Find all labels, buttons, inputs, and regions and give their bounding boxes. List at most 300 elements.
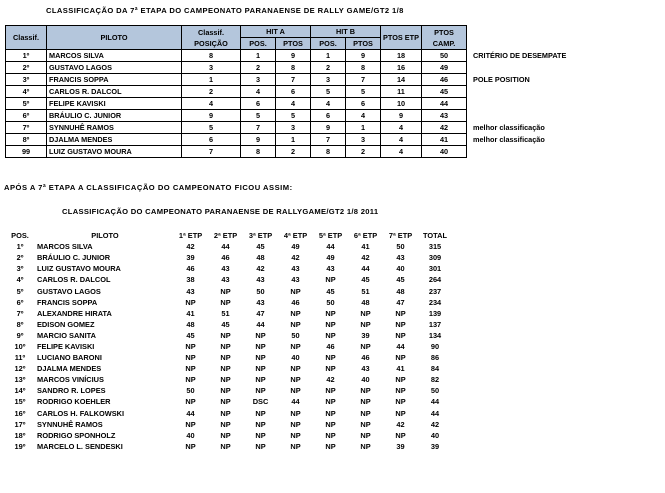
etp-1-cell: 42 (186, 242, 195, 252)
hit-a-ptos-cell: 1 (276, 134, 311, 146)
hit-b-pos-cell: 9 (311, 122, 346, 134)
ptos-etp-cell: 4 (381, 146, 422, 158)
piloto-cell: MARCOS VINÍCIUS (37, 375, 104, 385)
etp-5-cell: NP (325, 364, 336, 374)
etp-6-cell: NP (360, 419, 371, 429)
stage-row (6, 86, 656, 98)
etp-5-cell: 43 (326, 264, 335, 274)
ptos-etp-cell: 4 (381, 122, 422, 134)
classif-cell: 4º (6, 86, 47, 98)
col-total: TOTAL (423, 231, 447, 241)
total-cell: 315 (428, 242, 442, 252)
standing-row (5, 352, 452, 363)
ptos-etp-cell: 10 (381, 98, 422, 110)
etp-3-cell: NP (255, 364, 266, 374)
pos-cell: 4º (16, 275, 24, 285)
etp-6-cell: 45 (361, 275, 370, 285)
etp-5-cell: 49 (326, 253, 335, 263)
etp-7-cell: 47 (396, 297, 405, 307)
etp-5-cell: 44 (326, 242, 335, 252)
etp-2-cell: NP (220, 419, 231, 429)
etp-5-cell: NP (325, 308, 336, 318)
piloto-cell: DJALMA MENDES (47, 134, 182, 146)
etp-3-cell: 50 (256, 286, 265, 296)
etp-2-cell: 46 (221, 253, 230, 263)
etp-7-cell: 45 (396, 275, 405, 285)
hit-a-pos-cell: 2 (241, 62, 276, 74)
stage-row (6, 146, 656, 158)
etp-1-cell: 43 (186, 286, 195, 296)
total-cell: 40 (430, 430, 440, 440)
standing-row (5, 419, 452, 430)
etp-1-cell: NP (185, 397, 196, 407)
standing-row (5, 252, 452, 263)
etp-6-cell: 40 (361, 375, 370, 385)
total-cell: 44 (430, 397, 440, 407)
col-etp-7: 7ª ETP (388, 231, 413, 241)
etp-2-cell: NP (220, 364, 231, 374)
note-cell: melhor classificação (467, 122, 656, 134)
standing-row (5, 385, 452, 396)
hit-a-pos-cell: 3 (241, 74, 276, 86)
standing-row (5, 408, 452, 419)
hit-a-pos-cell: 1 (241, 50, 276, 62)
pos-cell: 16º (14, 408, 26, 418)
note-cell (467, 98, 656, 110)
note-cell (467, 146, 656, 158)
ptos-etp-cell: 16 (381, 62, 422, 74)
etp-6-cell: NP (360, 441, 371, 451)
piloto-cell: EDISON GOMEZ (37, 319, 95, 329)
hit-a-pos-cell: 4 (241, 86, 276, 98)
hit-a-ptos-cell: 4 (276, 98, 311, 110)
etp-1-cell: NP (185, 297, 196, 307)
pos-cell: 1º (16, 242, 24, 252)
etp-1-cell: NP (185, 441, 196, 451)
standing-row (5, 363, 452, 374)
hit-a-ptos-cell: 7 (276, 74, 311, 86)
stage-row (6, 62, 656, 74)
piloto-cell: RODRIGO SPONHOLZ (37, 430, 116, 440)
pos-cell: 3º (16, 264, 24, 274)
hit-b-ptos-cell: 5 (346, 86, 381, 98)
etp-4-cell: NP (290, 408, 301, 418)
total-cell: 301 (428, 264, 442, 274)
hit-b-ptos-cell: 4 (346, 110, 381, 122)
piloto-cell: BRÁULIO C. JUNIOR (37, 253, 111, 263)
piloto-cell: FRANCIS SOPPA (37, 297, 98, 307)
pos-cell: 18º (14, 430, 26, 440)
classif-cell: 3º (6, 74, 47, 86)
total-cell: 42 (430, 419, 440, 429)
etp-7-cell: 42 (396, 419, 405, 429)
championship-table (5, 230, 452, 452)
pos-cell: 14º (14, 386, 26, 396)
etp-3-cell: NP (255, 408, 266, 418)
ptos-etp-cell: 14 (381, 74, 422, 86)
after-stage-text: APÓS A 7ª ETAPA A CLASSIFICAÇÃO DO CAMPEONATO FICOU ASSIM: (4, 183, 293, 192)
posicao-cell: 9 (182, 110, 241, 122)
hit-b-pos-cell: 2 (311, 62, 346, 74)
ptos-etp-cell: 18 (381, 50, 422, 62)
etp-2-cell: NP (220, 297, 231, 307)
piloto-cell: LUCIANO BARONI (37, 353, 102, 363)
etp-3-cell: 42 (256, 264, 265, 274)
etp-6-cell: 44 (361, 264, 370, 274)
etp-1-cell: 39 (186, 253, 195, 263)
col-etp-3: 3ª ETP (248, 231, 273, 241)
etp-3-cell: 43 (256, 275, 265, 285)
total-cell: 86 (430, 353, 440, 363)
etp-3-cell: NP (255, 330, 266, 340)
etp-4-cell: NP (290, 375, 301, 385)
hit-b-pos-cell: 4 (311, 98, 346, 110)
etp-5-cell: NP (325, 408, 336, 418)
etp-1-cell: 40 (186, 430, 195, 440)
etp-2-cell: NP (220, 341, 231, 351)
pos-cell: 2º (16, 253, 24, 263)
etp-7-cell: 41 (396, 364, 405, 374)
total-cell: 234 (428, 297, 442, 307)
ptos-camp-cell: 44 (422, 98, 467, 110)
col-hit-b: HIT B (311, 26, 381, 38)
etp-3-cell: NP (255, 419, 266, 429)
stage-row (6, 74, 656, 86)
hit-a-ptos-cell: 8 (276, 62, 311, 74)
etp-2-cell: NP (220, 397, 231, 407)
etp-4-cell: NP (290, 419, 301, 429)
etp-2-cell: 44 (221, 242, 230, 252)
etp-4-cell: 40 (291, 353, 300, 363)
etp-7-cell: NP (395, 397, 406, 407)
etp-2-cell: NP (220, 286, 231, 296)
col-hit-a-ptos: PTOS (276, 38, 311, 50)
col-etp-6: 6ª ETP (353, 231, 378, 241)
etp-7-cell: NP (395, 430, 406, 440)
etp-7-cell: NP (395, 386, 406, 396)
etp-6-cell: NP (360, 308, 371, 318)
standing-row (5, 263, 452, 274)
piloto-cell: FELIPE KAVISKI (47, 98, 182, 110)
etp-1-cell: 45 (186, 330, 195, 340)
etp-5-cell: 46 (326, 341, 335, 351)
ptos-camp-cell: 43 (422, 110, 467, 122)
piloto-cell: FRANCIS SOPPA (47, 74, 182, 86)
col-hit-a: HIT A (241, 26, 311, 38)
etp-2-cell: 43 (221, 264, 230, 274)
etp-3-cell: NP (255, 386, 266, 396)
hit-a-pos-cell: 8 (241, 146, 276, 158)
championship-title: CLASSIFICAÇÃO DO CAMPEONATO PARANAENSE DE RALLYGAME/GT2 1/8 2011 (62, 207, 379, 216)
etp-2-cell: 51 (221, 308, 230, 318)
etp-3-cell: NP (255, 353, 266, 363)
col-etp-5: 5ª ETP (318, 231, 343, 241)
standing-row (5, 285, 452, 296)
pos-cell: 19º (14, 441, 26, 451)
etp-4-cell: 43 (291, 275, 300, 285)
ptos-camp-cell: 42 (422, 122, 467, 134)
classif-cell: 6º (6, 110, 47, 122)
etp-4-cell: NP (290, 364, 301, 374)
etp-3-cell: NP (255, 430, 266, 440)
standing-row (5, 241, 452, 252)
etp-3-cell: 43 (256, 297, 265, 307)
hit-a-ptos-cell: 5 (276, 110, 311, 122)
ptos-etp-cell: 9 (381, 110, 422, 122)
total-cell: 139 (428, 308, 442, 318)
etp-6-cell: 46 (361, 353, 370, 363)
etp-5-cell: NP (325, 275, 336, 285)
piloto-cell: CARLOS R. DALCOL (37, 275, 111, 285)
etp-1-cell: 44 (186, 408, 195, 418)
etp-4-cell: 46 (291, 297, 300, 307)
hit-b-ptos-cell: 2 (346, 146, 381, 158)
hit-a-ptos-cell: 6 (276, 86, 311, 98)
etp-4-cell: 44 (291, 397, 300, 407)
piloto-cell: SYNNUHÊ RAMOS (37, 419, 103, 429)
hit-a-ptos-cell: 3 (276, 122, 311, 134)
etp-4-cell: NP (290, 308, 301, 318)
etp-1-cell: NP (185, 353, 196, 363)
col-piloto: PILOTO (91, 231, 119, 241)
hit-b-pos-cell: 5 (311, 86, 346, 98)
piloto-cell: SANDRO R. LOPES (37, 386, 106, 396)
piloto-cell: LUIZ GUSTAVO MOURA (47, 146, 182, 158)
piloto-cell: GUSTAVO LAGOS (37, 286, 101, 296)
etp-6-cell: NP (360, 430, 371, 440)
etp-5-cell: NP (325, 397, 336, 407)
total-cell: 237 (428, 286, 442, 296)
total-cell: 264 (428, 275, 442, 285)
etp-4-cell: NP (290, 386, 301, 396)
etp-7-cell: NP (395, 308, 406, 318)
piloto-cell: BRÁULIO C. JUNIOR (47, 110, 182, 122)
etp-5-cell: 50 (326, 297, 335, 307)
piloto-cell: ALEXANDRE HIRATA (37, 308, 112, 318)
etp-2-cell: NP (220, 408, 231, 418)
posicao-cell: 8 (182, 50, 241, 62)
etp-6-cell: 41 (361, 242, 370, 252)
etp-4-cell: NP (290, 430, 301, 440)
etp-1-cell: 50 (186, 386, 195, 396)
etp-5-cell: NP (325, 386, 336, 396)
etp-3-cell: 48 (256, 253, 265, 263)
etp-2-cell: 43 (221, 275, 230, 285)
classif-cell: 7º (6, 122, 47, 134)
etp-2-cell: NP (220, 330, 231, 340)
classif-cell: 99 (6, 146, 47, 158)
etp-1-cell: 41 (186, 308, 195, 318)
standing-row (5, 274, 452, 285)
etp-3-cell: DSC (252, 397, 269, 407)
standing-row (5, 341, 452, 352)
etp-6-cell: 39 (361, 330, 370, 340)
pos-cell: 9º (16, 330, 24, 340)
stage-results-title: CLASSIFICAÇÃO DA 7ª ETAPA DO CAMPEONATO PARANAENSE DE RALLY GAME/GT2 1/8 (46, 6, 404, 15)
hit-a-pos-cell: 9 (241, 134, 276, 146)
piloto-cell: CARLOS H. FALKOWSKI (37, 408, 125, 418)
etp-2-cell: NP (220, 441, 231, 451)
etp-7-cell: NP (395, 319, 406, 329)
piloto-cell: LUIZ GUSTAVO MOURA (37, 264, 121, 274)
piloto-cell: SYNNUHÊ RAMOS (47, 122, 182, 134)
etp-5-cell: NP (325, 353, 336, 363)
etp-4-cell: 42 (291, 253, 300, 263)
ptos-camp-cell: 45 (422, 86, 467, 98)
piloto-cell: RODRIGO KOEHLER (37, 397, 111, 407)
etp-6-cell: 43 (361, 364, 370, 374)
etp-6-cell: NP (360, 386, 371, 396)
standing-row (5, 308, 452, 319)
posicao-cell: 3 (182, 62, 241, 74)
hit-b-pos-cell: 6 (311, 110, 346, 122)
etp-1-cell: 46 (186, 264, 195, 274)
total-cell: 90 (430, 341, 440, 351)
etp-4-cell: 50 (291, 330, 300, 340)
classif-cell: 8º (6, 134, 47, 146)
ptos-camp-cell: 41 (422, 134, 467, 146)
hit-b-ptos-cell: 6 (346, 98, 381, 110)
total-cell: 39 (430, 441, 440, 451)
stage-row (6, 110, 656, 122)
etp-3-cell: 44 (256, 319, 265, 329)
col-hit-b-ptos: PTOS (346, 38, 381, 50)
hit-b-ptos-cell: 8 (346, 62, 381, 74)
ptos-camp-cell: 46 (422, 74, 467, 86)
note-cell: CRITÉRIO DE DESEMPATE (467, 50, 656, 62)
etp-4-cell: NP (290, 441, 301, 451)
etp-2-cell: NP (220, 430, 231, 440)
piloto-cell: MARCOS SILVA (37, 242, 93, 252)
etp-1-cell: 48 (186, 319, 195, 329)
etp-3-cell: NP (255, 341, 266, 351)
etp-3-cell: 45 (256, 242, 265, 252)
note-cell (467, 110, 656, 122)
note-cell (467, 86, 656, 98)
etp-7-cell: NP (395, 353, 406, 363)
col-ptos-etp: PTOS ETP (381, 26, 422, 50)
pos-cell: 11º (14, 353, 26, 363)
etp-4-cell: NP (290, 319, 301, 329)
etp-4-cell: 49 (291, 242, 300, 252)
etp-5-cell: NP (325, 441, 336, 451)
col-hit-b-pos: POS. (311, 38, 346, 50)
ptos-camp-cell: 49 (422, 62, 467, 74)
etp-4-cell: NP (290, 341, 301, 351)
etp-6-cell: NP (360, 341, 371, 351)
total-cell: 137 (428, 319, 442, 329)
etp-7-cell: 44 (396, 341, 405, 351)
hit-b-ptos-cell: 1 (346, 122, 381, 134)
etp-6-cell: 48 (361, 297, 370, 307)
col-etp-1: 1ª ETP (178, 231, 203, 241)
col-class-posicao: Classif. POSIÇÃO (182, 26, 241, 50)
standing-row (5, 297, 452, 308)
posicao-cell: 7 (182, 146, 241, 158)
etp-2-cell: NP (220, 386, 231, 396)
posicao-cell: 4 (182, 98, 241, 110)
etp-6-cell: NP (360, 408, 371, 418)
piloto-cell: DJALMA MENDES (37, 364, 102, 374)
stage-row (6, 122, 656, 134)
col-classif: Classif. (6, 26, 47, 50)
etp-6-cell: NP (360, 319, 371, 329)
total-cell: 134 (428, 330, 442, 340)
pos-cell: 12º (14, 364, 26, 374)
total-cell: 82 (430, 375, 440, 385)
etp-1-cell: NP (185, 364, 196, 374)
etp-1-cell: 38 (186, 275, 195, 285)
pos-cell: 7º (16, 308, 24, 318)
hit-b-pos-cell: 7 (311, 134, 346, 146)
etp-1-cell: NP (185, 341, 196, 351)
total-cell: 50 (430, 386, 440, 396)
hit-a-pos-cell: 6 (241, 98, 276, 110)
hit-a-ptos-cell: 9 (276, 50, 311, 62)
etp-5-cell: 45 (326, 286, 335, 296)
hit-b-pos-cell: 1 (311, 50, 346, 62)
etp-6-cell: NP (360, 397, 371, 407)
posicao-cell: 2 (182, 86, 241, 98)
classif-cell: 1º (6, 50, 47, 62)
etp-3-cell: 47 (256, 308, 265, 318)
col-etp-4: 4ª ETP (283, 231, 308, 241)
etp-7-cell: 39 (396, 441, 405, 451)
etp-2-cell: NP (220, 375, 231, 385)
etp-3-cell: NP (255, 441, 266, 451)
standing-row (5, 430, 452, 441)
posicao-cell: 1 (182, 74, 241, 86)
posicao-cell: 5 (182, 122, 241, 134)
hit-b-ptos-cell: 7 (346, 74, 381, 86)
piloto-cell: GUSTAVO LAGOS (47, 62, 182, 74)
etp-7-cell: NP (395, 375, 406, 385)
etp-7-cell: NP (395, 330, 406, 340)
col-hit-a-pos: POS. (241, 38, 276, 50)
col-pos: POS. (11, 231, 29, 241)
etp-1-cell: NP (185, 419, 196, 429)
piloto-cell: MARCIO SANITA (37, 330, 96, 340)
etp-2-cell: NP (220, 353, 231, 363)
note-cell: POLE POSITION (467, 74, 656, 86)
etp-7-cell: 43 (396, 253, 405, 263)
etp-7-cell: 40 (396, 264, 405, 274)
piloto-cell: CARLOS R. DALCOL (47, 86, 182, 98)
etp-7-cell: NP (395, 408, 406, 418)
etp-4-cell: NP (290, 286, 301, 296)
total-cell: 309 (428, 253, 442, 263)
col-etp-2: 2ª ETP (213, 231, 238, 241)
pos-cell: 10º (14, 341, 26, 351)
pos-cell: 6º (16, 297, 24, 307)
piloto-cell: FELIPE KAVISKI (37, 341, 95, 351)
total-cell: 44 (430, 408, 440, 418)
piloto-cell: MARCELO L. SENDESKI (37, 441, 123, 451)
etp-6-cell: 42 (361, 253, 370, 263)
etp-5-cell: NP (325, 330, 336, 340)
pos-cell: 8º (16, 319, 24, 329)
classif-cell: 5º (6, 98, 47, 110)
pos-cell: 15º (14, 397, 26, 407)
col-piloto: PILOTO (47, 26, 182, 50)
classif-cell: 2º (6, 62, 47, 74)
total-cell: 84 (430, 364, 440, 374)
ptos-etp-cell: 4 (381, 134, 422, 146)
hit-b-pos-cell: 3 (311, 74, 346, 86)
etp-7-cell: 48 (396, 286, 405, 296)
stage-row (6, 134, 656, 146)
hit-a-pos-cell: 7 (241, 122, 276, 134)
